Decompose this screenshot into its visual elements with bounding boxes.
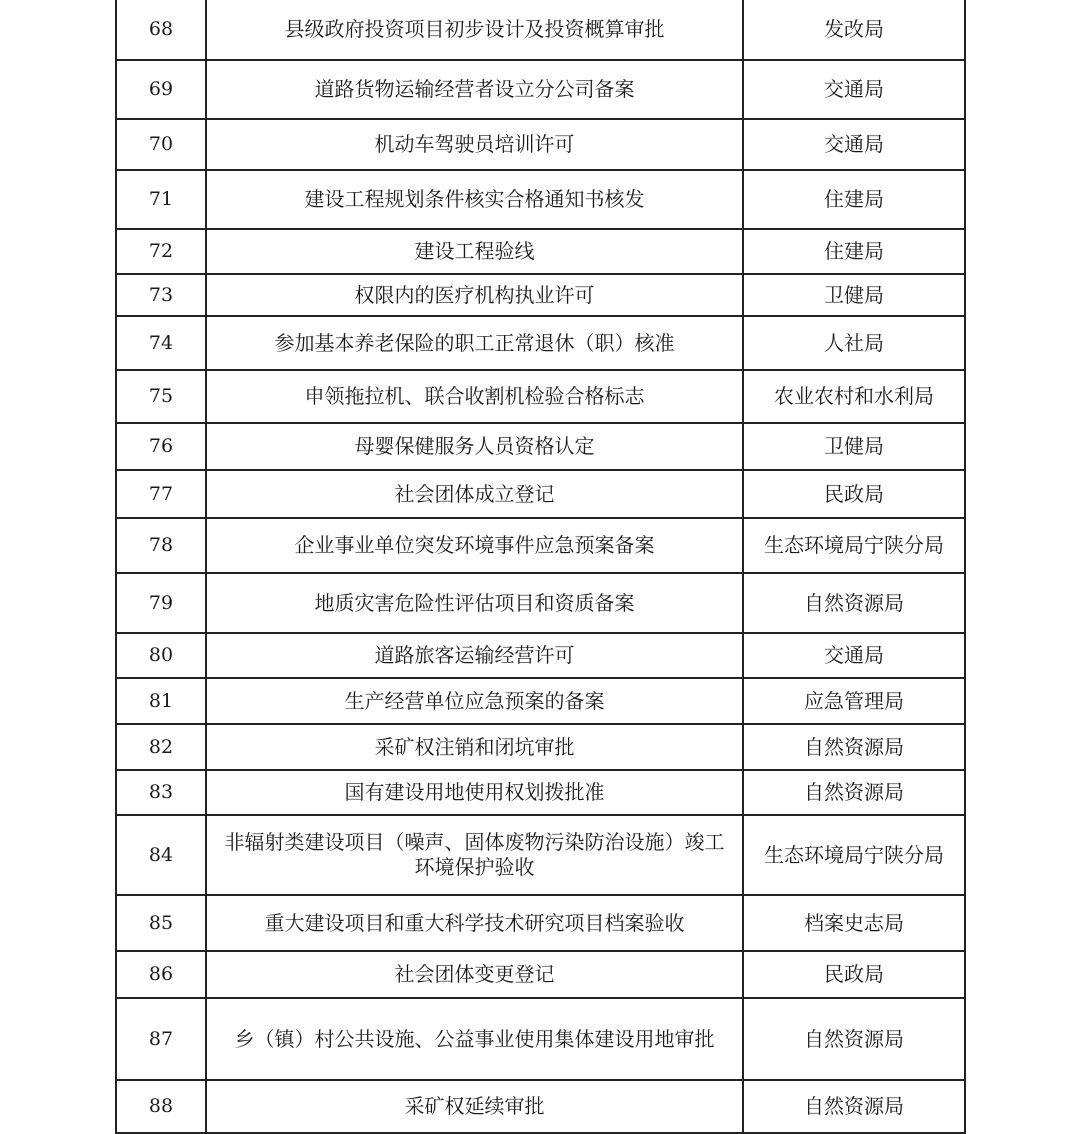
department: 卫健局 [743, 423, 965, 470]
row-number: 88 [116, 1080, 206, 1133]
row-number: 83 [116, 770, 206, 815]
department: 民政局 [743, 470, 965, 518]
item-name: 母婴保健服务人员资格认定 [206, 423, 743, 470]
department: 档案史志局 [743, 895, 965, 951]
department: 农业农村和水利局 [743, 370, 965, 423]
table-row [116, 274, 965, 316]
table-row [116, 316, 965, 370]
row-number: 75 [116, 370, 206, 423]
table-row [116, 119, 965, 170]
table-row [116, 951, 965, 998]
department: 自然资源局 [743, 770, 965, 815]
department: 自然资源局 [743, 998, 965, 1080]
item-name: 道路货物运输经营者设立分公司备案 [206, 60, 743, 119]
table-row [116, 60, 965, 119]
approval-items-table [115, 0, 966, 1134]
item-name: 机动车驾驶员培训许可 [206, 119, 743, 170]
table-row [116, 678, 965, 724]
table-row [116, 423, 965, 470]
department: 生态环境局宁陕分局 [743, 815, 965, 895]
row-number: 77 [116, 470, 206, 518]
item-name: 申领拖拉机、联合收割机检验合格标志 [206, 370, 743, 423]
department: 自然资源局 [743, 1080, 965, 1133]
row-number: 80 [116, 633, 206, 678]
row-number: 82 [116, 724, 206, 770]
item-name: 国有建设用地使用权划拨批准 [206, 770, 743, 815]
department: 民政局 [743, 951, 965, 998]
item-name: 建设工程规划条件核实合格通知书核发 [206, 170, 743, 229]
item-name: 建设工程验线 [206, 229, 743, 274]
item-name: 地质灾害危险性评估项目和资质备案 [206, 573, 743, 633]
table-row [116, 518, 965, 573]
table-row [116, 470, 965, 518]
item-name: 社会团体成立登记 [206, 470, 743, 518]
department: 人社局 [743, 316, 965, 370]
department: 交通局 [743, 633, 965, 678]
row-number: 86 [116, 951, 206, 998]
table-row [116, 633, 965, 678]
item-name: 参加基本养老保险的职工正常退休（职）核准 [206, 316, 743, 370]
table-row [116, 724, 965, 770]
table-row [116, 770, 965, 815]
table-row [116, 998, 965, 1080]
item-name: 非辐射类建设项目（噪声、固体废物污染防治设施）竣工环境保护验收 [206, 815, 743, 895]
department: 交通局 [743, 119, 965, 170]
department: 应急管理局 [743, 678, 965, 724]
department: 住建局 [743, 229, 965, 274]
item-name: 权限内的医疗机构执业许可 [206, 274, 743, 316]
row-number: 70 [116, 119, 206, 170]
table-row [116, 815, 965, 895]
row-number: 84 [116, 815, 206, 895]
item-name: 重大建设项目和重大科学技术研究项目档案验收 [206, 895, 743, 951]
department: 住建局 [743, 170, 965, 229]
department: 发改局 [743, 0, 965, 60]
row-number: 79 [116, 573, 206, 633]
item-name: 乡（镇）村公共设施、公益事业使用集体建设用地审批 [206, 998, 743, 1080]
table-row [116, 229, 965, 274]
row-number: 78 [116, 518, 206, 573]
department: 自然资源局 [743, 724, 965, 770]
item-name: 采矿权注销和闭坑审批 [206, 724, 743, 770]
table-row [116, 170, 965, 229]
row-number: 81 [116, 678, 206, 724]
row-number: 76 [116, 423, 206, 470]
table-row [116, 1080, 965, 1133]
item-name: 道路旅客运输经营许可 [206, 633, 743, 678]
row-number: 85 [116, 895, 206, 951]
row-number: 74 [116, 316, 206, 370]
table-row [116, 0, 965, 60]
table-row [116, 895, 965, 951]
row-number: 71 [116, 170, 206, 229]
department: 生态环境局宁陕分局 [743, 518, 965, 573]
item-name: 生产经营单位应急预案的备案 [206, 678, 743, 724]
item-name: 采矿权延续审批 [206, 1080, 743, 1133]
row-number: 87 [116, 998, 206, 1080]
item-name: 社会团体变更登记 [206, 951, 743, 998]
item-name: 企业事业单位突发环境事件应急预案备案 [206, 518, 743, 573]
row-number: 69 [116, 60, 206, 119]
department: 交通局 [743, 60, 965, 119]
table-row [116, 370, 965, 423]
row-number: 68 [116, 0, 206, 60]
department: 卫健局 [743, 274, 965, 316]
table-row [116, 573, 965, 633]
item-name: 县级政府投资项目初步设计及投资概算审批 [206, 0, 743, 60]
department: 自然资源局 [743, 573, 965, 633]
row-number: 73 [116, 274, 206, 316]
row-number: 72 [116, 229, 206, 274]
